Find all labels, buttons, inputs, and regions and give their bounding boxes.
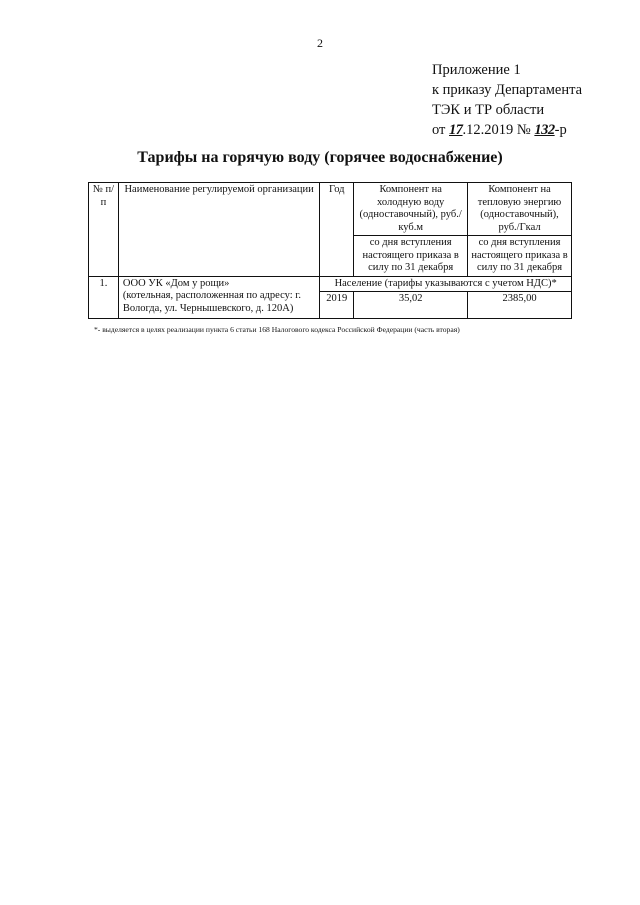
row-heat-value: 2385,00 — [468, 292, 572, 319]
header-org: Наименование регулируемой организации — [118, 183, 319, 277]
page-number: 2 — [317, 36, 323, 50]
appendix-block — [432, 60, 582, 140]
row-org-address: (котельная, расположенная по адресу: г. Вологда, ул. Чернышевского, д. 120А) — [122, 290, 301, 314]
header-heat: Компонент на тепловую энергию (одноставочный), руб./Гкал — [468, 183, 572, 236]
handwritten-day: 17 — [449, 122, 463, 138]
appendix-line-1: Приложение 1 — [432, 62, 521, 78]
row-num: 1. — [89, 276, 119, 319]
footnote: *- выделяется в целях реализации пункта 6 статьи 168 Налогового кодекса Российской Федерации (часть вторая) — [94, 325, 460, 334]
row-org-name: ООО УК «Дом у рощи» — [122, 277, 230, 289]
header-year: Год — [320, 183, 354, 277]
header-cold: Компонент на холодную воду (одноставочный), руб./куб.м — [354, 183, 468, 236]
appendix-line-2: к приказу Департамента — [432, 82, 583, 98]
order-suffix: -р — [554, 122, 567, 138]
document-title: Тарифы на горячую воду (горячее водоснабжение) — [137, 149, 503, 166]
table-header-row — [89, 183, 572, 236]
appendix-date-line — [432, 120, 582, 140]
tariff-table — [88, 182, 572, 319]
effective-period-cold: со дня вступления настоящего приказа в силу по 31 декабря — [354, 236, 468, 277]
row-org — [118, 276, 319, 319]
row-year: 2019 — [320, 292, 354, 319]
table-row — [89, 276, 572, 292]
date-prefix: от — [432, 122, 446, 138]
appendix-line-3: ТЭК и ТР области — [432, 102, 545, 118]
row-group-label: Население (тарифы указываются с учетом НДС)* — [320, 276, 572, 292]
row-cold-value: 35,02 — [354, 292, 468, 319]
effective-period-heat: со дня вступления настоящего приказа в силу по 31 декабря — [468, 236, 572, 277]
handwritten-order-number: 132 — [534, 122, 555, 138]
date-middle: .12.2019 № — [462, 122, 531, 138]
header-num: № п/п — [89, 183, 119, 277]
